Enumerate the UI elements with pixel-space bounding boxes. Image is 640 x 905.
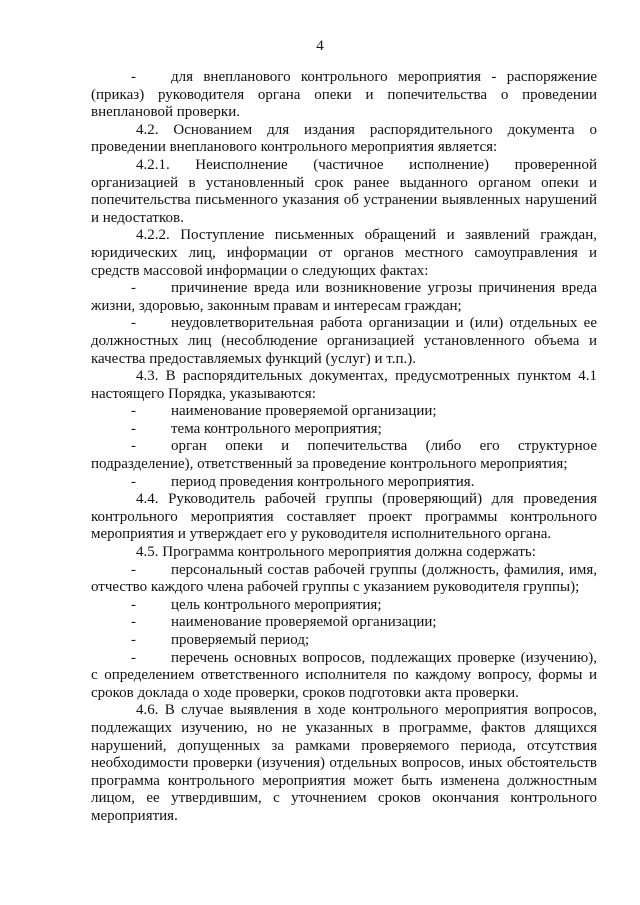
list-item: - тема контрольного мероприятия; (131, 420, 382, 437)
list-item: - перечень основных вопросов, подлежащих проверке (изучению), с определением ответственного исполнителя по каждому вопросу, формы и сроков доклада о ходе проверки, сроков подготовки акта проверки. (91, 649, 597, 701)
list-item: - цель контрольного мероприятия; (131, 596, 382, 613)
list-item: - проверяемый период; (131, 632, 310, 648)
dash-marker: - (131, 649, 136, 666)
dash-marker: - (131, 315, 136, 332)
list-item: - причинение вреда или возникновение угрозы причинения вреда жизни, здоровью, законным правам и интересам граждан; (91, 280, 597, 314)
list-item: - неудовлетворительная работа организации и (или) отдельных ее должностных лиц (несоблюдение организацией установленного объема и качества предоставляемых функций (услуг) и т.п.). (91, 315, 597, 367)
dash-marker: - (131, 473, 136, 490)
list-item: - период проведения контрольного мероприятия. (131, 473, 475, 490)
list-item: - наименование проверяемой организации; (131, 403, 437, 420)
paragraph-4-2-1: 4.2.1. Неисполнение (частичное исполнение) проверенной организацией в установленный срок ранее выданного органом опеки и попечительства письменного указания об устранении выявленных нарушений и недостатков. (91, 156, 597, 226)
paragraph-4-3: 4.3. В распорядительных документах, предусмотренных пунктом 4.1 настоящего Порядка, указываются: (91, 368, 597, 402)
dash-marker: - (131, 280, 136, 297)
paragraph-4-5: 4.5. Программа контрольного мероприятия должна содержать: (136, 544, 536, 561)
paragraph-4-2-2: 4.2.2. Поступление письменных обращений и заявлений граждан, юридических лиц, информации от органов местного самоуправления и средств массовой информации о следующих фактах: (91, 227, 597, 279)
dash-marker: - (131, 403, 136, 420)
list-item: - наименование проверяемой организации; (131, 614, 437, 631)
paragraph-4-6: 4.6. В случае выявления в ходе контрольного мероприятия вопросов, подлежащих изучению, но не указанных в программе, фактов длящихся нарушений, допущенных за рамками проверяемого периода, отсутствия необходимости проверки (изучения) отдельных вопросов, иных обстоятельств программа контрольного мероприятия может быть изменена должностным лицом, ее утвердившим, с уточнением сроков окончания контрольного мероприятия. (91, 702, 597, 824)
page-number: 4 (316, 38, 324, 54)
document-body (91, 69, 597, 826)
dash-marker: - (131, 614, 136, 631)
dash-marker: - (131, 420, 136, 437)
dash-marker: - (131, 69, 136, 85)
paragraph-4-4: 4.4. Руководитель рабочей группы (проверяющий) для проведения контрольного мероприятия составляет проект программы контрольного мероприятия и утверждает его у руководителя исполнительного органа. (91, 491, 597, 543)
list-item: - орган опеки и попечительства (либо его структурное подразделение), ответственный за проведение контрольного мероприятия; (91, 438, 597, 473)
list-item: - персональный состав рабочей группы (должность, фамилия, имя, отчество каждого члена рабочей группы с указанием руководителя группы); (91, 561, 597, 596)
dash-marker: - (131, 632, 136, 648)
paragraph-4-2: 4.2. Основанием для издания распорядительного документа о проведении внепланового контрольного мероприятия является: (91, 121, 597, 156)
dash-marker: - (131, 596, 136, 613)
dash-marker: - (131, 438, 136, 455)
list-item: - для внепланового контрольного мероприятия - распоряжение (приказ) руководителя органа опеки и попечительства о проведении внеплановой проверки. (91, 69, 597, 121)
dash-marker: - (131, 561, 136, 578)
